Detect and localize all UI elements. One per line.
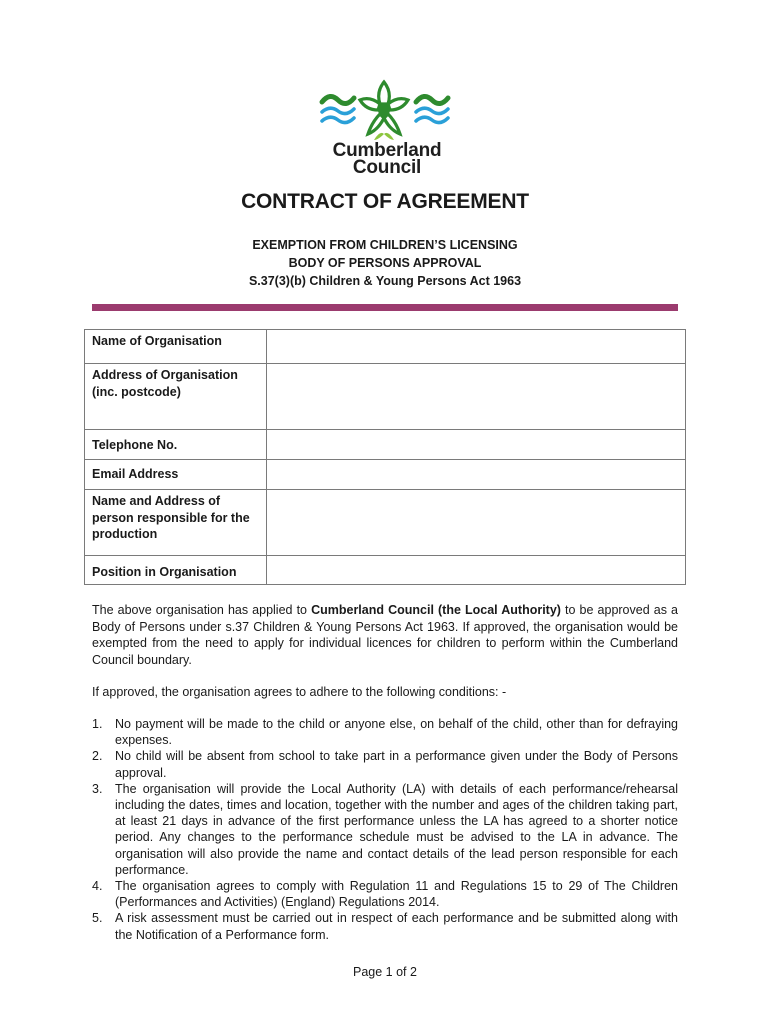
list-number: 5. xyxy=(92,911,103,926)
organisation-name-field[interactable] xyxy=(267,330,686,364)
document-title: CONTRACT OF AGREEMENT xyxy=(241,190,529,213)
table-row xyxy=(85,556,686,585)
list-item xyxy=(92,781,678,878)
table-row xyxy=(85,460,686,490)
council-name-line1: Cumberland xyxy=(332,140,442,161)
intro-paragraph xyxy=(92,602,678,668)
council-logo xyxy=(318,78,452,180)
responsible-person-field[interactable] xyxy=(267,490,686,556)
list-number: 2. xyxy=(92,749,103,764)
flower-logo-icon xyxy=(318,78,452,142)
list-text: A risk assessment must be carried out in respect of each performance and be submitted along with the Notification of a Performance form. xyxy=(115,911,678,942)
table-row xyxy=(85,490,686,556)
organisation-address-field[interactable] xyxy=(267,364,686,430)
conditions-intro: If approved, the organisation agrees to adhere to the following conditions: - xyxy=(92,685,507,699)
list-item xyxy=(92,748,678,780)
field-label: Name and Address of person responsible for the production xyxy=(85,490,267,556)
document-subtitle xyxy=(0,236,770,290)
list-item xyxy=(92,716,678,748)
list-item xyxy=(92,910,678,942)
table-row xyxy=(85,330,686,364)
section-divider xyxy=(92,304,678,311)
field-label: Name of Organisation xyxy=(85,330,267,364)
list-text: The organisation agrees to comply with Regulation 11 and Regulations 15 to 29 of The Children (Performances and Activities) (England) Regulations 2014. xyxy=(115,879,678,910)
list-text: The organisation will provide the Local Authority (LA) with details of each performance/rehearsal including the dates, times and location, together with the number and ages of the children taking part, at least 21 days in advance of the first performance unless the LA has agreed to a shorter notice period. Any changes to the performance schedule must be advised to the LA in advance. The organisation will also provide the name and contact details of the lead person responsible for each performance. xyxy=(115,781,678,877)
telephone-field[interactable] xyxy=(267,430,686,460)
subtitle-line-1: EXEMPTION FROM CHILDREN’S LICENSING xyxy=(252,238,518,252)
field-label: Position in Organisation xyxy=(85,556,267,585)
council-name-line2: Council xyxy=(352,157,422,178)
table-row xyxy=(85,364,686,430)
council-name xyxy=(322,142,452,176)
intro-text-a: The above organisation has applied to xyxy=(92,603,312,617)
organisation-details-table xyxy=(84,329,686,585)
email-field[interactable] xyxy=(267,460,686,490)
list-number: 4. xyxy=(92,879,103,894)
list-item xyxy=(92,878,678,910)
conditions-list xyxy=(92,716,678,943)
list-number: 3. xyxy=(92,781,103,796)
table-row xyxy=(85,430,686,460)
list-number: 1. xyxy=(92,717,103,731)
position-field[interactable] xyxy=(267,556,686,585)
page-number: Page 1 of 2 xyxy=(353,965,417,979)
intro-text-b: to be approved as a Body of Persons under s.37 Children & Young Persons Act 1963. If approved, the organisation would be exempted from the need to apply for individual licences for children to perform within the Cumberland Council boundary. xyxy=(92,603,678,667)
field-label: Email Address xyxy=(85,460,267,490)
list-text: No payment will be made to the child or anyone else, on behalf of the child, other than for defraying expenses. xyxy=(115,717,678,748)
subtitle-line-2: BODY OF PERSONS APPROVAL xyxy=(288,256,482,270)
field-label: Address of Organisation (inc. postcode) xyxy=(85,364,267,430)
field-label: Telephone No. xyxy=(85,430,267,460)
subtitle-line-3: S.37(3)(b) Children & Young Persons Act 1963 xyxy=(248,274,522,288)
intro-text-bold: Cumberland Council (the Local Authority) xyxy=(311,603,561,617)
list-text: No child will be absent from school to take part in a performance given under the Body of Persons approval. xyxy=(115,749,678,780)
